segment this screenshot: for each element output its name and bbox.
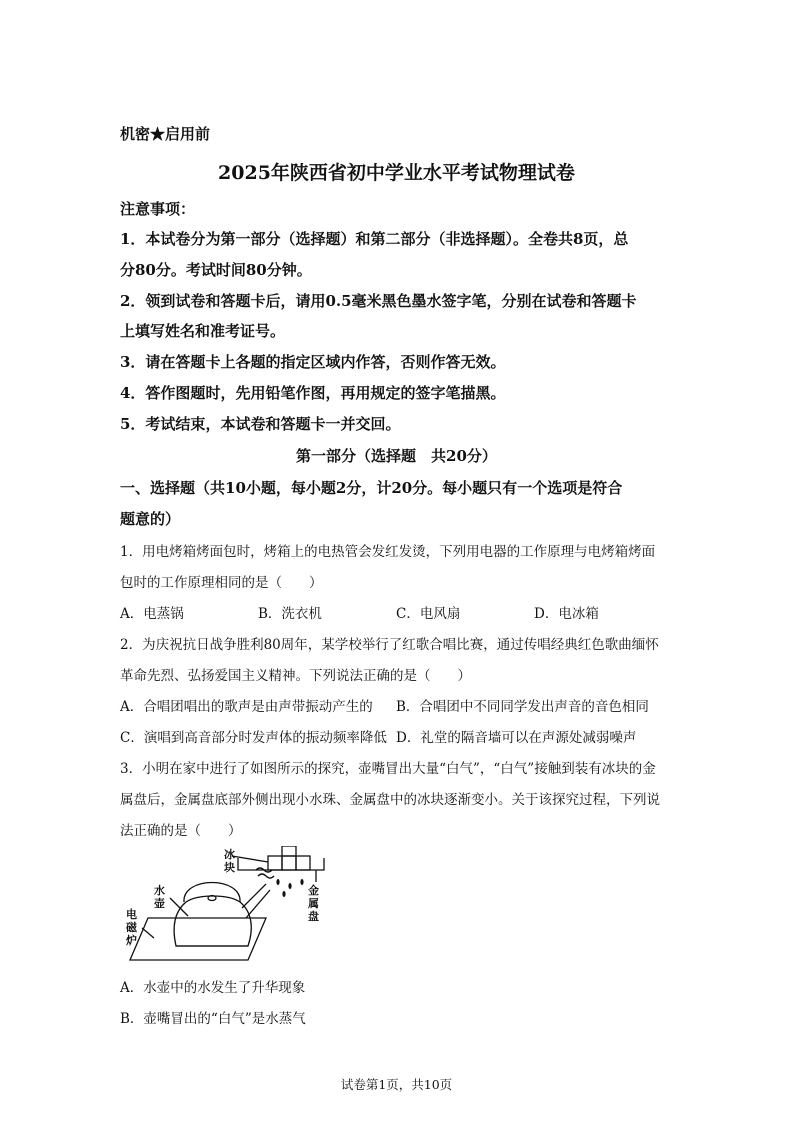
part-title: 第一部分（选择题 共20分） bbox=[296, 447, 497, 465]
notice-heading: 注意事项： bbox=[120, 200, 196, 218]
notice-line: 2．领到试卷和答题卡后，请用0.5毫米黑色墨水签字笔，分别在试卷和答题卡 bbox=[120, 292, 637, 310]
notice-line: 1．本试卷分为第一部分（选择题）和第二部分（非选择题）。全卷共8页，总 bbox=[120, 230, 629, 248]
kettle-body bbox=[174, 896, 251, 946]
kettle-spout bbox=[242, 884, 270, 918]
page-footer: 试卷第1页，共10页 bbox=[340, 1077, 453, 1092]
notice-line: 分80分。考试时间80分钟。 bbox=[120, 261, 312, 279]
notice-line: 5．考试结束，本试卷和答题卡一并交回。 bbox=[120, 415, 401, 433]
label-ice: 冰 bbox=[224, 848, 235, 861]
label-plate: 金 bbox=[308, 884, 319, 897]
q3-option-b: B．壶嘴冒出的“白气”是水蒸气 bbox=[120, 1011, 306, 1027]
q2-option-d: D．礼堂的隔音墙可以在声源处减弱噪声 bbox=[396, 730, 637, 746]
notice-line: 上填写姓名和准考证号。 bbox=[120, 322, 286, 340]
q1-option-b: B．洗衣机 bbox=[258, 606, 322, 622]
label-ice: 块 bbox=[224, 861, 235, 874]
label-stove: 炉 bbox=[126, 934, 137, 947]
label-plate: 属 bbox=[308, 897, 319, 910]
q3-stem: 法正确的是（ ） bbox=[120, 823, 242, 839]
q1-stem: 1．用电烤箱烤面包时，烤箱上的电热管会发红发烫，下列用电器的工作原理与电烤箱烤面 bbox=[120, 544, 656, 560]
q3-option-a: A．水壶中的水发生了升华现象 bbox=[120, 980, 306, 996]
q2-option-a: A．合唱团唱出的歌声是由声带振动产生的 bbox=[120, 699, 373, 715]
confidential-mark: 机密★启用前 bbox=[120, 125, 211, 143]
notice-line: 3．请在答题卡上各题的指定区域内作答，否则作答无效。 bbox=[120, 353, 506, 371]
q2-stem: 革命先烈、弘扬爱国主义精神。下列说法正确的是（ ） bbox=[120, 668, 471, 684]
q2-stem: 2．为庆祝抗日战争胜利80周年，某学校举行了红歌合唱比赛，通过传唱经典红色歌曲缅怀 bbox=[120, 637, 659, 653]
q1-option-c: C．电风扇 bbox=[396, 606, 461, 622]
water-droplets bbox=[276, 879, 303, 897]
label-stove: 电 bbox=[126, 908, 137, 921]
q1-option-d: D．电冰箱 bbox=[534, 606, 599, 622]
section-heading: 题意的） bbox=[120, 510, 181, 528]
section-heading: 一、选择题（共10小题，每小题2分，计20分。每小题只有一个选项是符合 bbox=[120, 479, 623, 497]
label-plate: 盘 bbox=[308, 910, 319, 923]
page-title: 2025年陕西省初中学业水平考试物理试卷 bbox=[218, 162, 575, 184]
label-stove: 磁 bbox=[126, 921, 137, 934]
q1-stem: 包时的工作原理相同的是（ ） bbox=[120, 575, 323, 591]
q2-option-c: C．演唱到高音部分时发声体的振动频率降低 bbox=[120, 730, 387, 746]
notice-line: 4．答作图题时，先用铅笔作图，再用规定的签字笔描黑。 bbox=[120, 384, 506, 402]
label-kettle: 壶 bbox=[154, 897, 165, 910]
q3-figure bbox=[118, 846, 333, 966]
label-kettle: 水 bbox=[154, 884, 165, 897]
q3-stem: 属盘后，金属盘底部外侧出现小水珠、金属盘中的冰块逐渐变小。关于该探究过程，下列说 bbox=[120, 792, 660, 808]
induction-stove-shape bbox=[130, 918, 266, 960]
q2-option-b: B．合唱团中不同同学发出声音的音色相同 bbox=[396, 699, 649, 715]
q3-stem: 3．小明在家中进行了如图所示的探究，壶嘴冒出大量“白气”，“白气”接触到装有冰块的金 bbox=[120, 761, 656, 777]
q1-option-a: A．电蒸锅 bbox=[120, 606, 184, 622]
